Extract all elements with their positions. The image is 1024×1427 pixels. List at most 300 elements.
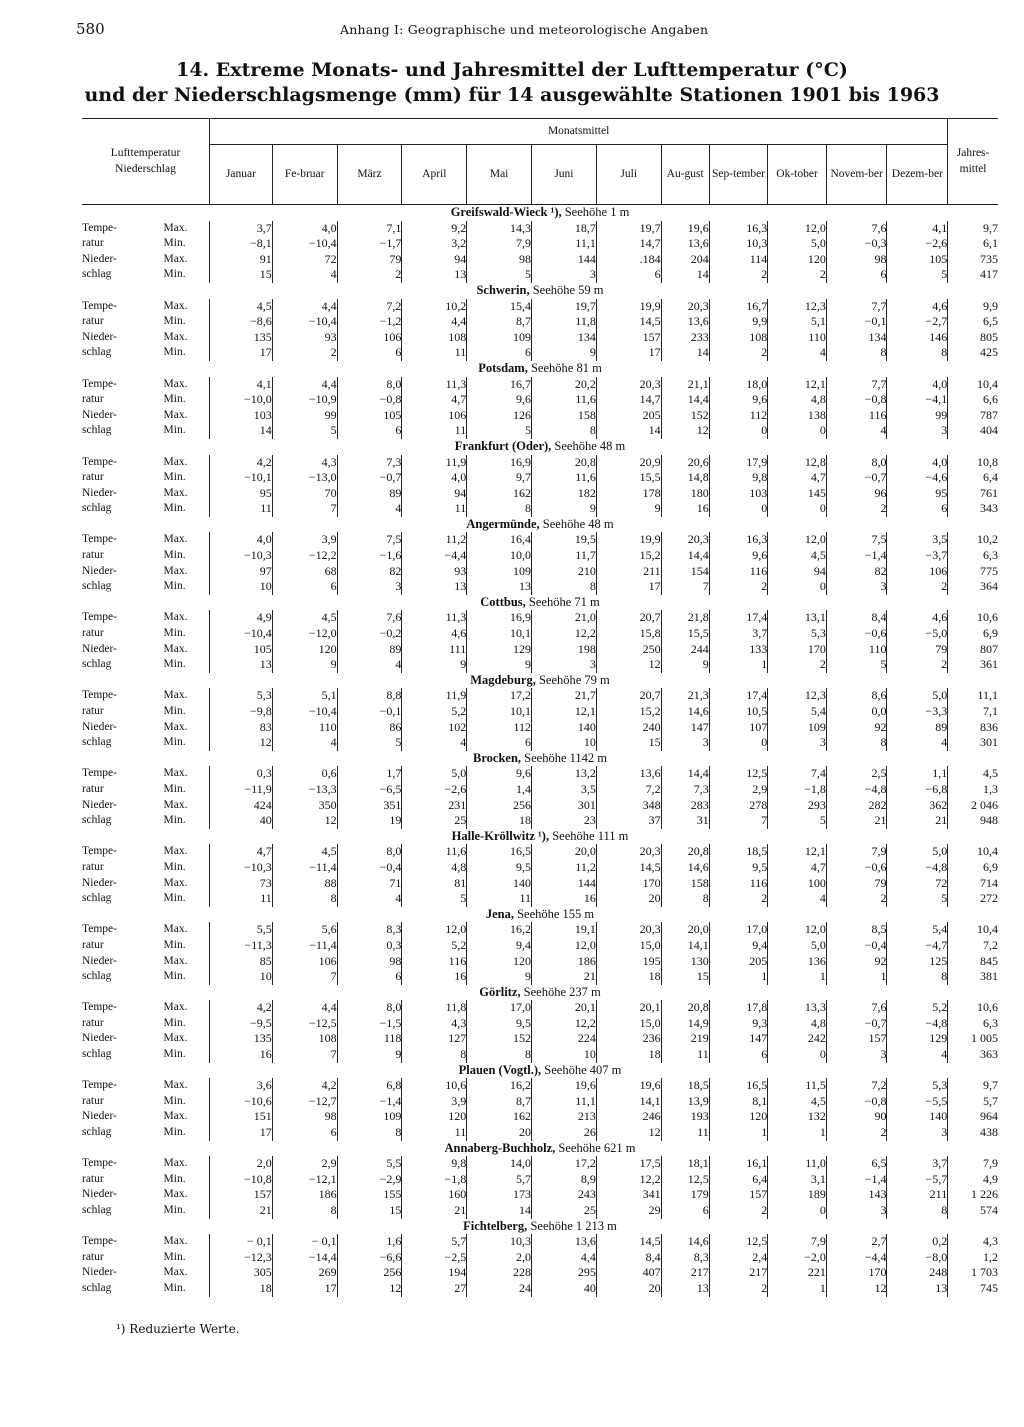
row-label: Nieder-: [82, 1266, 117, 1279]
value-cell: 425: [948, 345, 998, 361]
value-cell: 2: [709, 1203, 768, 1219]
value-cell: 7,2: [826, 1078, 887, 1094]
value-cell: 194: [402, 1265, 467, 1281]
value-cell: −10,3: [210, 860, 273, 876]
value-cell: 10,5: [709, 704, 768, 720]
row-kind: Min.: [163, 627, 186, 640]
row-kind: Max.: [163, 954, 188, 967]
value-cell: 5,5: [337, 1156, 402, 1172]
value-cell: 106: [887, 564, 948, 580]
value-cell: −5,7: [887, 1172, 948, 1188]
table-row: [82, 688, 998, 704]
title-line-2: und der Niederschlagsmenge (mm) für 14 ausgewählte Stationen 1901 bis 1963: [84, 84, 940, 106]
value-cell: 364: [948, 579, 998, 595]
table-row: [82, 486, 998, 502]
value-cell: 109: [467, 330, 532, 346]
value-cell: −11,4: [272, 860, 337, 876]
value-cell: 20,1: [532, 1000, 597, 1016]
value-cell: 16,2: [467, 1078, 532, 1094]
value-cell: 7: [272, 1047, 337, 1063]
value-cell: 9,3: [709, 1016, 768, 1032]
row-kind: Min.: [163, 346, 186, 359]
value-cell: 6: [826, 267, 887, 283]
value-cell: 3,9: [402, 1094, 467, 1110]
value-cell: 10: [532, 735, 597, 751]
row-kind: Min.: [163, 1016, 186, 1029]
value-cell: 11: [402, 423, 467, 439]
value-cell: −12,0: [272, 626, 337, 642]
row-label: ratur: [82, 705, 104, 717]
value-cell: −10,1: [210, 470, 273, 486]
value-cell: −2,6: [402, 782, 467, 798]
station-elevation: Seehöhe 1142 m: [524, 750, 608, 765]
value-cell: −3,3: [887, 704, 948, 720]
value-cell: −4,8: [887, 860, 948, 876]
value-cell: 6: [887, 501, 948, 517]
value-cell: 13: [402, 579, 467, 595]
value-cell: 8: [337, 1125, 402, 1141]
value-cell: 25: [402, 813, 467, 829]
value-cell: 11: [402, 345, 467, 361]
value-cell: 6,9: [948, 626, 998, 642]
table-row: [82, 969, 998, 985]
row-kind: Min.: [163, 658, 186, 671]
row-label: ratur: [82, 938, 104, 951]
value-cell: 144: [532, 876, 597, 892]
value-cell: 5,5: [210, 922, 273, 938]
value-cell: 805: [948, 330, 998, 346]
table-row: [82, 735, 998, 751]
value-cell: 8,1: [709, 1094, 768, 1110]
value-cell: 4,4: [532, 1250, 597, 1266]
month-header: Au-gust: [661, 145, 709, 205]
value-cell: 106: [272, 954, 337, 970]
value-cell: 9,7: [948, 221, 998, 237]
value-cell: 4,0: [402, 470, 467, 486]
value-cell: 4: [402, 735, 467, 751]
value-cell: 127: [402, 1031, 467, 1047]
value-cell: −2,6: [887, 236, 948, 252]
value-cell: 157: [709, 1187, 768, 1203]
value-cell: 0: [709, 501, 768, 517]
value-cell: −10,4: [210, 626, 273, 642]
value-cell: 1,6: [337, 1234, 402, 1250]
row-label: Tempe-: [82, 845, 117, 858]
value-cell: −8,0: [887, 1250, 948, 1266]
value-cell: 217: [661, 1265, 709, 1281]
value-cell: 152: [467, 1031, 532, 1047]
value-cell: 8: [887, 1203, 948, 1219]
value-cell: −10,3: [210, 548, 273, 564]
value-cell: 1: [826, 969, 887, 985]
station-header: [82, 283, 998, 299]
value-cell: 9,6: [467, 766, 532, 782]
value-cell: 108: [272, 1031, 337, 1047]
station-name: Plauen (Vogtl.),: [458, 1062, 542, 1077]
value-cell: 21: [532, 969, 597, 985]
value-cell: 3: [661, 735, 709, 751]
value-cell: 0,0: [826, 704, 887, 720]
value-cell: 2: [768, 267, 827, 283]
value-cell: 4,7: [210, 844, 273, 860]
value-cell: 256: [467, 798, 532, 814]
row-kind: Max.: [163, 330, 188, 343]
table-row: [82, 455, 998, 471]
value-cell: 4,1: [887, 221, 948, 237]
value-cell: 15: [661, 969, 709, 985]
station-header: [82, 595, 998, 611]
value-cell: 4,2: [210, 455, 273, 471]
month-header: Januar: [210, 145, 273, 205]
row-kind: Min.: [163, 502, 186, 515]
value-cell: −4,4: [826, 1250, 887, 1266]
value-cell: 8,7: [467, 314, 532, 330]
value-cell: 278: [709, 798, 768, 814]
value-cell: 2: [709, 891, 768, 907]
value-cell: 9,2: [402, 221, 467, 237]
value-cell: 160: [402, 1187, 467, 1203]
value-cell: 157: [826, 1031, 887, 1047]
value-cell: 108: [709, 330, 768, 346]
row-kind: Max.: [163, 377, 188, 390]
row-kind: Max.: [163, 1110, 188, 1123]
value-cell: 4,0: [210, 532, 273, 548]
value-cell: 5,1: [768, 314, 827, 330]
row-kind: Min.: [163, 1126, 186, 1139]
value-cell: −0,2: [337, 626, 402, 642]
value-cell: 92: [826, 954, 887, 970]
value-cell: 11,1: [532, 1094, 597, 1110]
value-cell: 9,6: [709, 548, 768, 564]
value-cell: 1: [768, 1281, 827, 1297]
value-cell: 120: [467, 954, 532, 970]
value-cell: 16,9: [467, 455, 532, 471]
value-cell: −0,4: [337, 860, 402, 876]
value-cell: 21,0: [532, 610, 597, 626]
value-cell: 7,6: [337, 610, 402, 626]
value-cell: 16,3: [709, 532, 768, 548]
value-cell: 10,6: [948, 610, 998, 626]
value-cell: 4,8: [768, 1016, 827, 1032]
row-label-header: Lufttemperatur Niederschlag: [82, 119, 210, 205]
value-cell: 845: [948, 954, 998, 970]
table-row: [82, 720, 998, 736]
value-cell: 1: [709, 657, 768, 673]
row-label: Nieder-: [82, 408, 117, 421]
station-header: [82, 751, 998, 767]
table-row: [82, 610, 998, 626]
value-cell: 180: [661, 486, 709, 502]
row-label: ratur: [82, 1016, 104, 1029]
value-cell: 17,4: [709, 688, 768, 704]
value-cell: 79: [826, 876, 887, 892]
table-row: [82, 392, 998, 408]
value-cell: 21,8: [661, 610, 709, 626]
value-cell: 21: [402, 1203, 467, 1219]
value-cell: 7,9: [948, 1156, 998, 1172]
value-cell: 189: [768, 1187, 827, 1203]
value-cell: 14,1: [596, 1094, 661, 1110]
row-kind: Max.: [163, 408, 188, 421]
value-cell: 186: [532, 954, 597, 970]
value-cell: 1,4: [467, 782, 532, 798]
value-cell: 21: [210, 1203, 273, 1219]
value-cell: 5: [887, 267, 948, 283]
value-cell: 10,4: [948, 844, 998, 860]
value-cell: 1: [768, 1125, 827, 1141]
value-cell: 4,4: [402, 314, 467, 330]
value-cell: 16: [661, 501, 709, 517]
station-header: [82, 673, 998, 689]
value-cell: 93: [402, 564, 467, 580]
row-label: schlag: [82, 814, 112, 827]
value-cell: 9,5: [709, 860, 768, 876]
value-cell: 0: [768, 579, 827, 595]
value-cell: 10: [210, 969, 273, 985]
value-cell: 4,5: [768, 548, 827, 564]
value-cell: 16: [210, 1047, 273, 1063]
table-row: [82, 548, 998, 564]
value-cell: 1: [709, 1125, 768, 1141]
value-cell: 20,8: [661, 1000, 709, 1016]
value-cell: 8: [467, 1047, 532, 1063]
row-label: schlag: [82, 970, 112, 983]
value-cell: 269: [272, 1265, 337, 1281]
value-cell: −11,4: [272, 938, 337, 954]
value-cell: 108: [402, 330, 467, 346]
value-cell: 182: [532, 486, 597, 502]
value-cell: 16,9: [467, 610, 532, 626]
value-cell: 4: [768, 345, 827, 361]
value-cell: 7,7: [826, 377, 887, 393]
table-row: [82, 1031, 998, 1047]
value-cell: 5: [402, 891, 467, 907]
value-cell: 8: [826, 345, 887, 361]
value-cell: 3,7: [709, 626, 768, 642]
value-cell: 761: [948, 486, 998, 502]
value-cell: 775: [948, 564, 998, 580]
value-cell: 14,6: [661, 704, 709, 720]
value-cell: 179: [661, 1187, 709, 1203]
value-cell: 12,5: [709, 766, 768, 782]
month-header: Juni: [532, 145, 597, 205]
value-cell: 2: [272, 345, 337, 361]
value-cell: 81: [402, 876, 467, 892]
value-cell: 10,4: [948, 377, 998, 393]
value-cell: 13,6: [532, 1234, 597, 1250]
value-cell: 135: [210, 330, 273, 346]
value-cell: 4,0: [272, 221, 337, 237]
value-cell: 6: [337, 423, 402, 439]
value-cell: 205: [709, 954, 768, 970]
value-cell: 6: [661, 1203, 709, 1219]
row-kind: Max.: [163, 1079, 188, 1092]
value-cell: 98: [826, 252, 887, 268]
value-cell: 24: [467, 1281, 532, 1297]
value-cell: 14: [661, 267, 709, 283]
value-cell: 94: [768, 564, 827, 580]
value-cell: 343: [948, 501, 998, 517]
value-cell: 2: [709, 1281, 768, 1297]
value-cell: 2,9: [709, 782, 768, 798]
value-cell: 151: [210, 1109, 273, 1125]
value-cell: 140: [887, 1109, 948, 1125]
value-cell: −10,6: [210, 1094, 273, 1110]
row-kind: Max.: [163, 689, 188, 702]
value-cell: 1: [768, 969, 827, 985]
value-cell: 20,3: [596, 922, 661, 938]
value-cell: 8: [887, 969, 948, 985]
row-kind: Max.: [163, 1188, 188, 1201]
row-kind: Min.: [163, 268, 186, 281]
value-cell: 17: [272, 1281, 337, 1297]
value-cell: 256: [337, 1265, 402, 1281]
value-cell: 2: [768, 657, 827, 673]
row-label: Tempe-: [82, 299, 117, 312]
station-header: [82, 1063, 998, 1079]
value-cell: 228: [467, 1265, 532, 1281]
value-cell: 6,3: [948, 1016, 998, 1032]
value-cell: 15,2: [596, 704, 661, 720]
value-cell: 7,6: [826, 1000, 887, 1016]
value-cell: 18,7: [532, 221, 597, 237]
value-cell: 11,9: [402, 455, 467, 471]
value-cell: 283: [661, 798, 709, 814]
table-row: [82, 1047, 998, 1063]
value-cell: 5,0: [402, 766, 467, 782]
value-cell: 136: [768, 954, 827, 970]
value-cell: −9,8: [210, 704, 273, 720]
value-cell: 21: [887, 813, 948, 829]
value-cell: 13: [467, 579, 532, 595]
value-cell: 8: [402, 1047, 467, 1063]
value-cell: 82: [337, 564, 402, 580]
value-cell: 89: [887, 720, 948, 736]
value-cell: 0: [768, 501, 827, 517]
row-label: Nieder-: [82, 720, 117, 733]
value-cell: 6: [467, 735, 532, 751]
value-cell: 1: [709, 969, 768, 985]
station-name: Potsdam,: [478, 360, 528, 375]
value-cell: 12,2: [596, 1172, 661, 1188]
value-cell: 4,6: [887, 299, 948, 315]
value-cell: 1,1: [887, 766, 948, 782]
row-label: ratur: [82, 1172, 104, 1185]
value-cell: 93: [272, 330, 337, 346]
value-cell: −14,4: [272, 1250, 337, 1266]
value-cell: 217: [709, 1265, 768, 1281]
value-cell: 5,3: [768, 626, 827, 642]
value-cell: 116: [402, 954, 467, 970]
value-cell: 12: [596, 657, 661, 673]
value-cell: 98: [467, 252, 532, 268]
value-cell: −2,0: [768, 1250, 827, 1266]
value-cell: 85: [210, 954, 273, 970]
value-cell: 4,0: [887, 455, 948, 471]
running-head: Anhang I: Geographische und meteorologische Angaben: [340, 22, 709, 37]
value-cell: 8,3: [661, 1250, 709, 1266]
value-cell: 948: [948, 813, 998, 829]
row-kind: Max.: [163, 876, 188, 889]
value-cell: 19: [337, 813, 402, 829]
row-kind: Max.: [163, 455, 188, 468]
value-cell: 11: [210, 891, 273, 907]
title-line-1: 14. Extreme Monats- und Jahresmittel der Lufttemperatur (°C): [176, 59, 848, 81]
value-cell: 7,3: [661, 782, 709, 798]
value-cell: 7,9: [467, 236, 532, 252]
value-cell: 8,9: [532, 1172, 597, 1188]
value-cell: 7,6: [826, 221, 887, 237]
value-cell: 361: [948, 657, 998, 673]
value-cell: 0: [768, 423, 827, 439]
value-cell: 244: [661, 642, 709, 658]
value-cell: 109: [467, 564, 532, 580]
value-cell: 12,0: [768, 532, 827, 548]
month-header: April: [402, 145, 467, 205]
value-cell: 4,4: [272, 377, 337, 393]
row-label: ratur: [82, 237, 104, 250]
value-cell: 12: [596, 1125, 661, 1141]
value-cell: 1 703: [948, 1265, 998, 1281]
table-row: [82, 579, 998, 595]
value-cell: 4,7: [768, 470, 827, 486]
value-cell: 17,4: [709, 610, 768, 626]
value-cell: 105: [887, 252, 948, 268]
value-cell: −5,5: [887, 1094, 948, 1110]
value-cell: 170: [768, 642, 827, 658]
value-cell: 106: [337, 330, 402, 346]
value-cell: 9: [661, 657, 709, 673]
value-cell: −3,7: [887, 548, 948, 564]
value-cell: 17,9: [709, 455, 768, 471]
value-cell: 31: [661, 813, 709, 829]
value-cell: 4,4: [272, 299, 337, 315]
value-cell: 12,5: [661, 1172, 709, 1188]
value-cell: 19,5: [532, 532, 597, 548]
value-cell: 2: [709, 267, 768, 283]
table-row: [82, 1250, 998, 1266]
value-cell: −0,8: [826, 392, 887, 408]
value-cell: 11: [402, 501, 467, 517]
value-cell: −1,8: [768, 782, 827, 798]
value-cell: 3: [337, 579, 402, 595]
value-cell: 17,2: [467, 688, 532, 704]
row-kind: Max.: [163, 1001, 188, 1014]
value-cell: 16,7: [709, 299, 768, 315]
value-cell: 19,7: [596, 221, 661, 237]
row-kind: Max.: [163, 533, 188, 546]
value-cell: −10,4: [272, 704, 337, 720]
value-cell: 9: [402, 657, 467, 673]
row-label: Nieder-: [82, 486, 117, 499]
value-cell: 745: [948, 1281, 998, 1297]
value-cell: 8: [826, 735, 887, 751]
table-row: [82, 1281, 998, 1297]
value-cell: 221: [768, 1265, 827, 1281]
value-cell: 787: [948, 408, 998, 424]
value-cell: 15,2: [596, 548, 661, 564]
value-cell: −0,8: [826, 1094, 887, 1110]
value-cell: 2,4: [709, 1250, 768, 1266]
value-cell: 15,5: [661, 626, 709, 642]
value-cell: 5,3: [887, 1078, 948, 1094]
value-cell: 7,2: [948, 938, 998, 954]
value-cell: 9,7: [948, 1078, 998, 1094]
value-cell: 9: [337, 1047, 402, 1063]
row-label: schlag: [82, 1048, 112, 1061]
value-cell: 8: [467, 501, 532, 517]
value-cell: 11: [467, 891, 532, 907]
